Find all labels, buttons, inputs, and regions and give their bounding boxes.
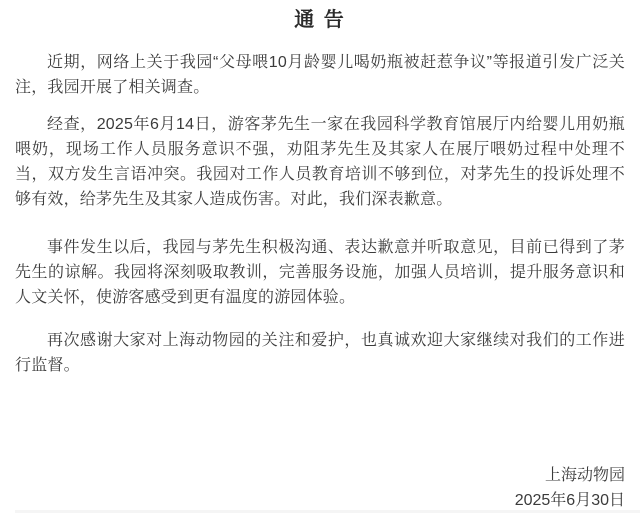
signature-block <box>15 463 625 513</box>
notice-title: 通 告 <box>294 9 346 31</box>
notice-paragraph-3: 事件发生以后，我园与茅先生积极沟通、表达歉意并听取意见，目前已得到了茅先生的谅解。我园将深刻吸取教训，完善服务设施，加强人员培训，提升服务意识和人文关怀，使游客感受到更有温度的游园体验。 <box>15 239 625 306</box>
signature-org: 上海动物园 <box>544 467 625 484</box>
signature-date: 2025年6月30日 <box>514 492 625 509</box>
notice-paragraph-4: 再次感谢大家对上海动物园的关注和爱护，也真诚欢迎大家继续对我们的工作进行监督。 <box>15 332 625 374</box>
bottom-divider <box>15 510 640 513</box>
notice-paragraph-2: 经查，2025年6月14日，游客茅先生一家在我园科学教育馆展厅内给婴儿用奶瓶喂奶，现场工作人员服务意识不强，劝阻茅先生及其家人在展厅喂奶过程中处理不当，双方发生言语冲突。我园对工作人员教育培训不够到位，对茅先生的投诉处理不够有效，给茅先生及其家人造成伤害。对此，我们深表歉意。 <box>15 116 625 208</box>
notice-paragraph-1: 近期，网络上关于我园“父母喂10月龄婴儿喝奶瓶被赶惹争议”等报道引发广泛关注，我园开展了相关调查。 <box>15 54 625 96</box>
